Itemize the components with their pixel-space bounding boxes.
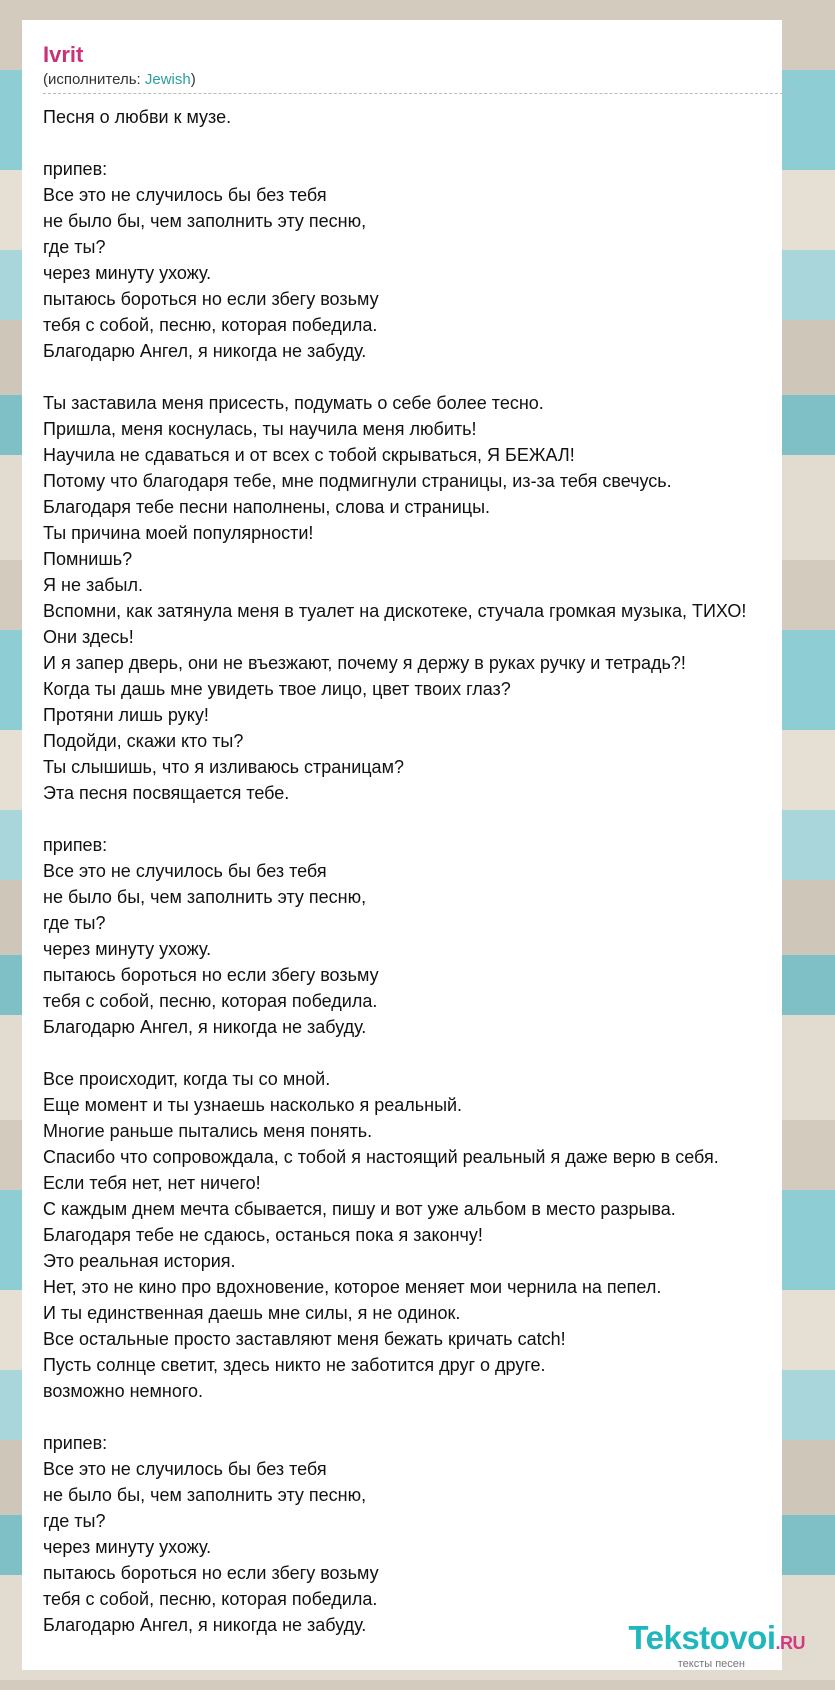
lyric-line: Когда ты дашь мне увидеть твое лицо, цвет твоих глаз? xyxy=(43,679,511,699)
lyric-line: Многие раньше пытались меня понять. xyxy=(43,1121,373,1141)
lyric-line: С каждым днем мечта сбывается, пишу и вот уже альбом в место разрыва. xyxy=(43,1199,676,1219)
lyric-line: пытаюсь бороться но если збегу возьму xyxy=(43,965,379,985)
lyric-line: не было бы, чем заполнить эту песню, xyxy=(43,1485,367,1505)
lyric-line: через минуту ухожу. xyxy=(43,1537,212,1557)
lyric-line: Потому что благодаря тебе, мне подмигнули страницы, из-за тебя свечусь. xyxy=(43,471,672,491)
lyric-line xyxy=(43,1040,762,1066)
lyric-line xyxy=(43,364,762,390)
logo-name: Tekstovoi xyxy=(628,1619,776,1656)
lyric-line: тебя с собой, песню, которая победила. xyxy=(43,1589,378,1609)
lyric-line: где ты? xyxy=(43,913,106,933)
lyric-line: И я запер дверь, они не въезжают, почему я держу в руках ручку и тетрадь?! xyxy=(43,653,686,673)
lyric-line: И ты единственная даешь мне силы, я не одинок. xyxy=(43,1303,461,1323)
lyric-line: Еще момент и ты узнаешь насколько я реальный. xyxy=(43,1095,463,1115)
lyric-line: Это реальная история. xyxy=(43,1251,236,1271)
lyrics-card xyxy=(22,20,782,1670)
performer-prefix: (исполнитель: xyxy=(43,71,145,88)
lyric-line: Вспомни, как затянула меня в туалет на дискотеке, стучала громкая музыка, ТИХО! xyxy=(43,601,747,621)
lyric-line: припев: xyxy=(43,835,108,855)
lyric-line: Подойди, скажи кто ты? xyxy=(43,731,244,751)
lyric-line: Ты причина моей популярности! xyxy=(43,523,314,543)
performer-line xyxy=(43,71,762,89)
lyric-line xyxy=(43,806,762,832)
lyric-line: Протяни лишь руку! xyxy=(43,705,209,725)
lyric-line: Я не забыл. xyxy=(43,575,143,595)
lyric-line: Помнишь? xyxy=(43,549,133,569)
song-title: Ivrit xyxy=(43,42,84,67)
logo-wordmark xyxy=(628,1621,805,1660)
lyric-line: припев: xyxy=(43,159,108,179)
lyric-line: пытаюсь бороться но если збегу возьму xyxy=(43,289,379,309)
lyric-line: Благодаря тебе песни наполнены, слова и страницы. xyxy=(43,497,491,517)
lyric-line: через минуту ухожу. xyxy=(43,939,212,959)
header-divider xyxy=(43,93,793,94)
lyrics-body xyxy=(43,104,762,1638)
lyric-line: через минуту ухожу. xyxy=(43,263,212,283)
lyric-line: Все это не случилось бы без тебя xyxy=(43,861,327,881)
lyric-line: Песня о любви к музе. xyxy=(43,107,232,127)
lyric-line: где ты? xyxy=(43,1511,106,1531)
lyric-line: Благодаря тебе не сдаюсь, останься пока я закончу! xyxy=(43,1225,483,1245)
lyric-line: Научила не сдаваться и от всех с тобой скрываться, Я БЕЖАЛ! xyxy=(43,445,575,465)
lyric-line: пытаюсь бороться но если збегу возьму xyxy=(43,1563,379,1583)
lyric-line: Пришла, меня коснулась, ты научила меня любить! xyxy=(43,419,477,439)
lyric-line: Все это не случилось бы без тебя xyxy=(43,185,327,205)
lyric-line: припев: xyxy=(43,1433,108,1453)
logo-tagline: тексты песен xyxy=(677,1658,745,1670)
site-logo[interactable] xyxy=(628,1621,805,1670)
lyric-line xyxy=(43,130,762,156)
lyric-line: где ты? xyxy=(43,237,106,257)
lyric-line: Они здесь! xyxy=(43,627,134,647)
lyric-line: Все это не случилось бы без тебя xyxy=(43,1459,327,1479)
lyric-line: Все остальные просто заставляют меня бежать кричать catch! xyxy=(43,1329,566,1349)
lyric-line: Ты заставила меня присесть, подумать о себе более тесно. xyxy=(43,393,544,413)
lyric-line: Пусть солнце светит, здесь никто не заботится друг о друге. xyxy=(43,1355,546,1375)
lyric-line: Если тебя нет, нет ничего! xyxy=(43,1173,261,1193)
lyric-line: тебя с собой, песню, которая победила. xyxy=(43,315,378,335)
performer-link[interactable]: Jewish xyxy=(144,71,191,88)
lyric-line: Благодарю Ангел, я никогда не забуду. xyxy=(43,1017,367,1037)
performer-suffix: ) xyxy=(190,71,196,88)
lyric-line: Благодарю Ангел, я никогда не забуду. xyxy=(43,1615,367,1635)
logo-tld: .RU xyxy=(775,1633,805,1653)
lyric-line: не было бы, чем заполнить эту песню, xyxy=(43,887,367,907)
lyric-line: возможно немного. xyxy=(43,1381,204,1401)
lyric-line: Эта песня посвящается тебе. xyxy=(43,783,290,803)
lyric-line: Все происходит, когда ты со мной. xyxy=(43,1069,331,1089)
lyric-line: не было бы, чем заполнить эту песню, xyxy=(43,211,367,231)
lyric-line xyxy=(43,1404,762,1430)
lyric-line: Благодарю Ангел, я никогда не забуду. xyxy=(43,341,367,361)
lyric-line: тебя с собой, песню, которая победила. xyxy=(43,991,378,1011)
lyric-line: Нет, это не кино про вдохновение, которое меняет мои чернила на пепел. xyxy=(43,1277,662,1297)
lyric-line: Спасибо что сопровождала, с тобой я настоящий реальный я даже верю в себя. xyxy=(43,1147,719,1167)
lyric-line: Ты слышишь, что я изливаюсь страницам? xyxy=(43,757,404,777)
